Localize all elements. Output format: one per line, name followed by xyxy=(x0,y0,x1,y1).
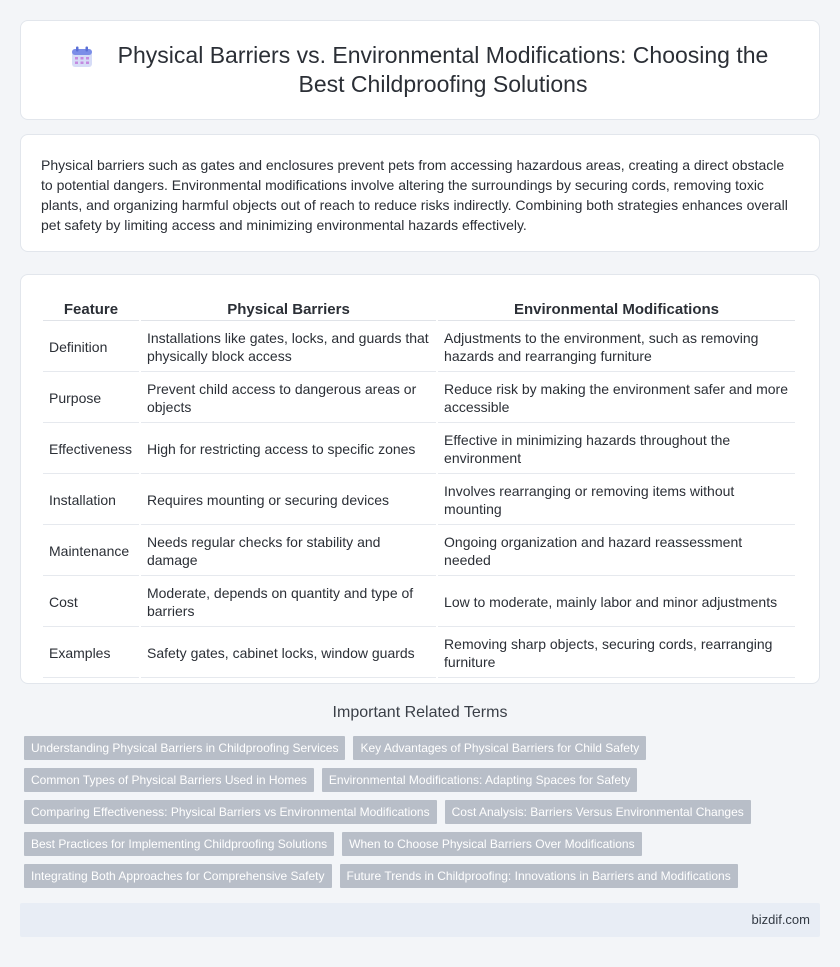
feature-cell: Maintenance xyxy=(43,527,139,576)
environmental-cell: Low to moderate, mainly labor and minor adjustments xyxy=(438,578,795,627)
physical-cell: Requires mounting or securing devices xyxy=(141,476,436,525)
related-term-tag[interactable]: Integrating Both Approaches for Comprehensive Safety xyxy=(24,864,332,888)
related-term-tag[interactable]: Key Advantages of Physical Barriers for Child Safety xyxy=(353,736,646,760)
table-header-row xyxy=(43,297,795,321)
related-terms-heading: Important Related Terms xyxy=(332,704,508,721)
title-wrap xyxy=(70,41,770,99)
feature-cell: Effectiveness xyxy=(43,425,139,474)
environmental-cell: Reduce risk by making the environment safer and more accessible xyxy=(438,374,795,423)
related-term-tag[interactable]: Cost Analysis: Barriers Versus Environmental Changes xyxy=(445,800,751,824)
physical-cell: Prevent child access to dangerous areas or objects xyxy=(141,374,436,423)
table-row xyxy=(43,323,795,372)
related-term-tag[interactable]: Best Practices for Implementing Childproofing Solutions xyxy=(24,832,334,856)
header-environmental-modifications: Environmental Modifications xyxy=(438,297,795,321)
header-feature: Feature xyxy=(43,297,139,321)
related-term-tag[interactable]: Environmental Modifications: Adapting Spaces for Safety xyxy=(322,768,638,792)
related-term-tag[interactable]: Future Trends in Childproofing: Innovations in Barriers and Modifications xyxy=(340,864,738,888)
footer-site-link[interactable]: bizdif.com xyxy=(751,912,810,927)
environmental-cell: Removing sharp objects, securing cords, rearranging furniture xyxy=(438,629,795,678)
physical-cell: Safety gates, cabinet locks, window guards xyxy=(141,629,436,678)
related-term-tag[interactable]: Comparing Effectiveness: Physical Barriers vs Environmental Modifications xyxy=(24,800,437,824)
physical-cell: Installations like gates, locks, and guards that physically block access xyxy=(141,323,436,372)
feature-cell: Installation xyxy=(43,476,139,525)
related-term-tag[interactable]: Common Types of Physical Barriers Used in Homes xyxy=(24,768,314,792)
page-title: Physical Barriers vs. Environmental Modifications: Choosing the Best Childproofing Solutions xyxy=(117,42,769,97)
table-row xyxy=(43,374,795,423)
calendar-icon xyxy=(70,45,94,69)
physical-cell: Moderate, depends on quantity and type of barriers xyxy=(141,578,436,627)
environmental-cell: Effective in minimizing hazards throughout the environment xyxy=(438,425,795,474)
comparison-card xyxy=(20,274,820,684)
table-row xyxy=(43,476,795,525)
header-physical-barriers: Physical Barriers xyxy=(141,297,436,321)
feature-cell: Cost xyxy=(43,578,139,627)
table-row xyxy=(43,629,795,678)
intro-card xyxy=(20,134,820,252)
intro-paragraph: Physical barriers such as gates and enclosures prevent pets from accessing hazardous areas, creating a direct obstacle to potential dangers. Environmental modifications involve altering the surroundings by securing cords, removing toxic plants, and organizing harmful objects out of reach to reduce risks indirectly. Combining both strategies enhances overall pet safety by limiting access and minimizing environmental hazards effectively. xyxy=(41,157,788,233)
comparison-table xyxy=(41,295,797,680)
feature-cell: Examples xyxy=(43,629,139,678)
table-row xyxy=(43,527,795,576)
footer xyxy=(20,903,820,937)
related-term-tag[interactable]: Understanding Physical Barriers in Childproofing Services xyxy=(24,736,345,760)
environmental-cell: Involves rearranging or removing items without mounting xyxy=(438,476,795,525)
physical-cell: Needs regular checks for stability and damage xyxy=(141,527,436,576)
related-term-tag[interactable]: When to Choose Physical Barriers Over Modifications xyxy=(342,832,641,856)
feature-cell: Purpose xyxy=(43,374,139,423)
physical-cell: High for restricting access to specific zones xyxy=(141,425,436,474)
title-card xyxy=(20,20,820,120)
feature-cell: Definition xyxy=(43,323,139,372)
environmental-cell: Ongoing organization and hazard reassessment needed xyxy=(438,527,795,576)
related-terms-list xyxy=(24,736,814,896)
table-row xyxy=(43,425,795,474)
table-row xyxy=(43,578,795,627)
environmental-cell: Adjustments to the environment, such as removing hazards and rearranging furniture xyxy=(438,323,795,372)
